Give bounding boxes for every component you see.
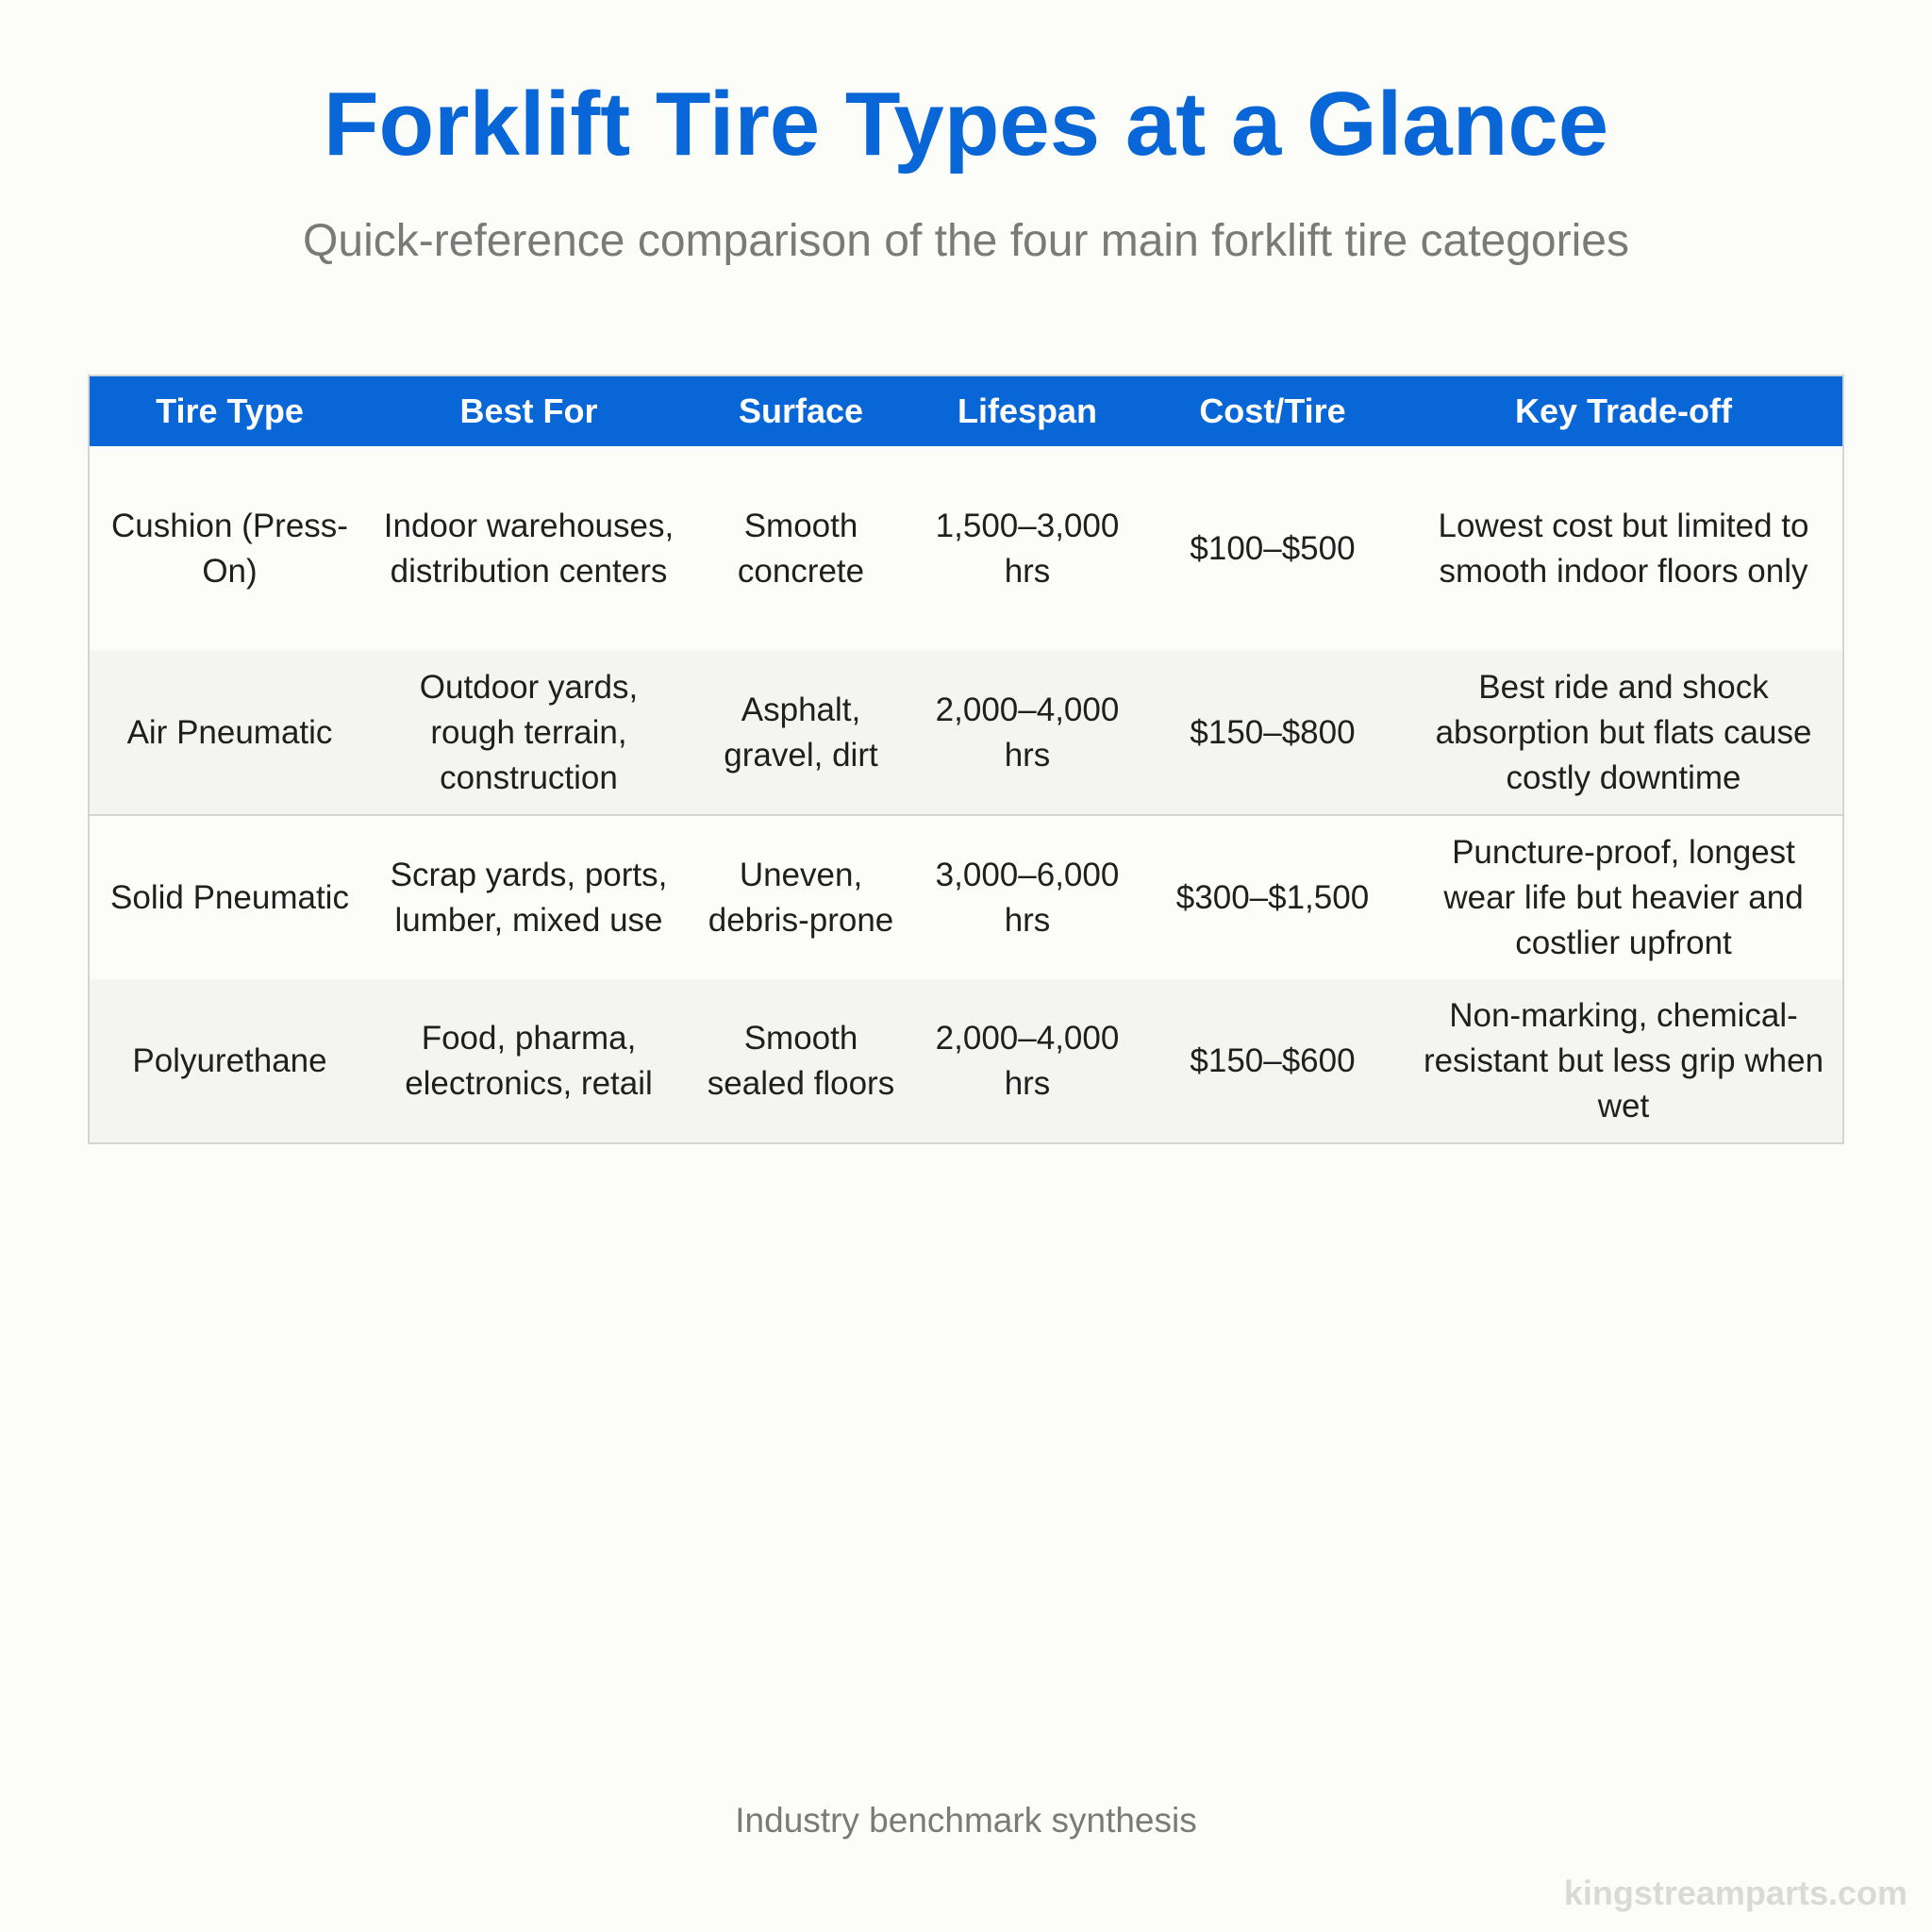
cell-tire-type: Polyurethane	[90, 979, 370, 1142]
cell-surface: Asphalt, gravel, dirt	[688, 651, 914, 815]
cell-surface: Smooth concrete	[688, 446, 914, 651]
cell-surface: Smooth sealed floors	[688, 979, 914, 1142]
cell-lifespan: 2,000–4,000 hrs	[914, 651, 1141, 815]
column-header-surface: Surface	[688, 376, 914, 446]
column-header-key-trade-off: Key Trade-off	[1405, 376, 1842, 446]
cell-lifespan: 2,000–4,000 hrs	[914, 979, 1141, 1142]
cell-key-trade-off: Best ride and shock absorption but flats cause costly downtime	[1405, 651, 1842, 815]
watermark: kingstreamparts.com	[1563, 1874, 1907, 1912]
cell-lifespan: 1,500–3,000 hrs	[914, 446, 1141, 651]
cell-tire-type: Air Pneumatic	[90, 651, 370, 815]
table-row	[90, 446, 1842, 651]
cell-key-trade-off: Puncture-proof, longest wear life but heavier and costlier upfront	[1405, 815, 1842, 979]
table-header-row	[90, 376, 1842, 446]
cell-lifespan: 3,000–6,000 hrs	[914, 815, 1141, 979]
cell-cost-per-tire: $150–$800	[1141, 651, 1405, 815]
table-row	[90, 979, 1842, 1142]
cell-best-for: Indoor warehouses, distribution centers	[370, 446, 688, 651]
source-footnote: Industry benchmark synthesis	[735, 1801, 1197, 1840]
column-header-lifespan: Lifespan	[914, 376, 1141, 446]
column-header-tire-type: Tire Type	[90, 376, 370, 446]
column-header-cost-per-tire: Cost/Tire	[1141, 376, 1405, 446]
table-row	[90, 651, 1842, 815]
table-row	[90, 815, 1842, 979]
cell-best-for: Food, pharma, electronics, retail	[370, 979, 688, 1142]
cell-key-trade-off: Non-marking, chemical-resistant but less grip when wet	[1405, 979, 1842, 1142]
cell-best-for: Scrap yards, ports, lumber, mixed use	[370, 815, 688, 979]
cell-tire-type: Solid Pneumatic	[90, 815, 370, 979]
cell-tire-type: Cushion (Press-On)	[90, 446, 370, 651]
cell-best-for: Outdoor yards, rough terrain, construction	[370, 651, 688, 815]
cell-cost-per-tire: $100–$500	[1141, 446, 1405, 651]
comparison-table	[88, 375, 1844, 1144]
page-subtitle: Quick-reference comparison of the four main forklift tire categories	[303, 216, 1629, 266]
column-header-best-for: Best For	[370, 376, 688, 446]
cell-cost-per-tire: $150–$600	[1141, 979, 1405, 1142]
cell-key-trade-off: Lowest cost but limited to smooth indoor floors only	[1405, 446, 1842, 651]
page-title: Forklift Tire Types at a Glance	[323, 74, 1609, 175]
cell-cost-per-tire: $300–$1,500	[1141, 815, 1405, 979]
cell-surface: Uneven, debris-prone	[688, 815, 914, 979]
